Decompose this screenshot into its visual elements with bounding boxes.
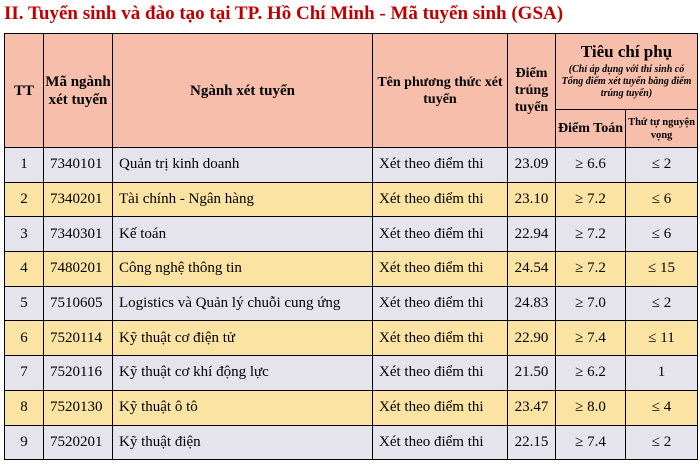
header-tieu-chi-note: (Chỉ áp dụng với thí sinh có Tổng điểm xét tuyển bằng điểm trúng tuyển) (561, 63, 692, 99)
table-row (5, 252, 698, 287)
cell-ma-nganh: 7340101 (44, 148, 113, 183)
cell-nganh: Kế toán (113, 217, 373, 252)
admission-table (4, 33, 698, 460)
cell-thu-tu: ≤ 11 (626, 321, 698, 356)
table-row (5, 390, 698, 425)
cell-phuong-thuc: Xét theo điểm thi (373, 425, 508, 460)
cell-diem: 22.15 (508, 425, 556, 460)
header-phuong-thuc: Tên phương thức xét tuyển (373, 34, 508, 148)
cell-diem-toan: ≥ 7.0 (556, 286, 626, 321)
table-row (5, 217, 698, 252)
cell-phuong-thuc: Xét theo điểm thi (373, 148, 508, 183)
cell-diem-toan: ≥ 7.2 (556, 217, 626, 252)
cell-nganh: Kỹ thuật cơ điện tử (113, 321, 373, 356)
table-row (5, 425, 698, 460)
cell-tt: 8 (5, 390, 44, 425)
cell-thu-tu: ≤ 2 (626, 425, 698, 460)
cell-ma-nganh: 7520130 (44, 390, 113, 425)
cell-tt: 9 (5, 425, 44, 460)
cell-thu-tu: ≤ 6 (626, 182, 698, 217)
header-thu-tu: Thứ tự nguyện vọng (626, 110, 698, 148)
cell-tt: 6 (5, 321, 44, 356)
cell-tt: 3 (5, 217, 44, 252)
table-row (5, 286, 698, 321)
table-row (5, 148, 698, 183)
cell-phuong-thuc: Xét theo điểm thi (373, 217, 508, 252)
header-nganh: Ngành xét tuyển (113, 34, 373, 148)
cell-nganh: Tài chính - Ngân hàng (113, 182, 373, 217)
table-row (5, 321, 698, 356)
cell-diem-toan: ≥ 7.4 (556, 425, 626, 460)
cell-nganh: Logistics và Quản lý chuỗi cung ứng (113, 286, 373, 321)
cell-diem: 21.50 (508, 356, 556, 391)
cell-diem-toan: ≥ 7.2 (556, 252, 626, 287)
cell-tt: 2 (5, 182, 44, 217)
cell-thu-tu: ≤ 15 (626, 252, 698, 287)
cell-tt: 5 (5, 286, 44, 321)
cell-thu-tu: 1 (626, 356, 698, 391)
cell-thu-tu: ≤ 4 (626, 390, 698, 425)
cell-nganh: Công nghệ thông tin (113, 252, 373, 287)
cell-ma-nganh: 7520201 (44, 425, 113, 460)
cell-phuong-thuc: Xét theo điểm thi (373, 182, 508, 217)
cell-phuong-thuc: Xét theo điểm thi (373, 252, 508, 287)
cell-diem: 24.54 (508, 252, 556, 287)
cell-phuong-thuc: Xét theo điểm thi (373, 286, 508, 321)
header-tieu-chi (556, 34, 698, 110)
header-tieu-chi-title: Tiêu chí phụ (580, 41, 673, 61)
cell-ma-nganh: 7520114 (44, 321, 113, 356)
cell-tt: 7 (5, 356, 44, 391)
cell-diem-toan: ≥ 6.6 (556, 148, 626, 183)
table-row (5, 356, 698, 391)
cell-diem-toan: ≥ 8.0 (556, 390, 626, 425)
page-title: II. Tuyển sinh và đào tạo tại TP. Hồ Chí Minh - Mã tuyển sinh (GSA) (4, 3, 564, 24)
cell-nganh: Kỹ thuật cơ khí động lực (113, 356, 373, 391)
cell-ma-nganh: 7510605 (44, 286, 113, 321)
cell-diem: 23.10 (508, 182, 556, 217)
header-ma-nganh: Mã ngành xét tuyển (44, 34, 113, 148)
table-row (5, 182, 698, 217)
cell-ma-nganh: 7340301 (44, 217, 113, 252)
cell-ma-nganh: 7520116 (44, 356, 113, 391)
cell-tt: 4 (5, 252, 44, 287)
cell-phuong-thuc: Xét theo điểm thi (373, 390, 508, 425)
cell-diem-toan: ≥ 6.2 (556, 356, 626, 391)
cell-tt: 1 (5, 148, 44, 183)
cell-thu-tu: ≤ 6 (626, 217, 698, 252)
cell-diem: 23.09 (508, 148, 556, 183)
header-diem-toan: Điểm Toán (556, 110, 626, 148)
cell-diem-toan: ≥ 7.2 (556, 182, 626, 217)
cell-phuong-thuc: Xét theo điểm thi (373, 321, 508, 356)
cell-ma-nganh: 7340201 (44, 182, 113, 217)
cell-thu-tu: ≤ 2 (626, 286, 698, 321)
cell-thu-tu: ≤ 2 (626, 148, 698, 183)
cell-phuong-thuc: Xét theo điểm thi (373, 356, 508, 391)
cell-nganh: Quản trị kinh doanh (113, 148, 373, 183)
header-diem: Điểm trúng tuyển (508, 34, 556, 148)
cell-diem: 24.83 (508, 286, 556, 321)
cell-diem: 23.47 (508, 390, 556, 425)
cell-ma-nganh: 7480201 (44, 252, 113, 287)
header-tt: TT (5, 34, 44, 148)
cell-diem: 22.94 (508, 217, 556, 252)
cell-diem: 22.90 (508, 321, 556, 356)
cell-nganh: Kỹ thuật ô tô (113, 390, 373, 425)
cell-diem-toan: ≥ 7.4 (556, 321, 626, 356)
cell-nganh: Kỹ thuật điện (113, 425, 373, 460)
